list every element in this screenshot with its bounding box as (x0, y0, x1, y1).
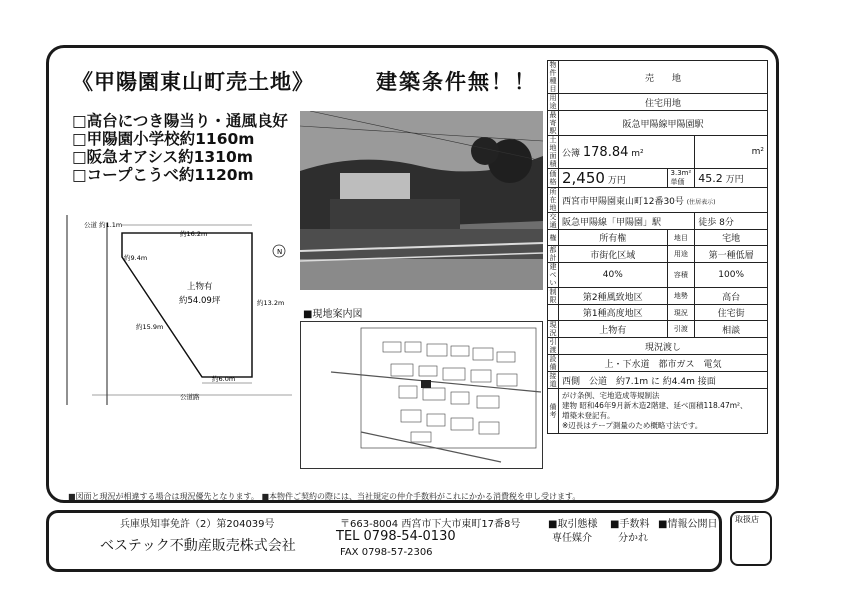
property-table: 物件種目 売 地 用途 住宅用地 最寄駅 阪急甲陽線甲陽園駅 土地面積 公簿 178.84 m² m² 価格 2,450 万円 3.3m²単価 45.2 万円 所在地 西宮市甲陽園東山町12番30号 (住居表示) 交通 阪急甲陽線「甲陽園」駅 徒歩 8分 権 所有権 地目 宅地 都計 市街化区域 用途 第一種低層 建ぺい 40% 容積 100% 制限 第2種風致地区 地勢 高台 第1種高度地区 現況 住宅街 現況 上物有 引渡 相談 引渡 現況渡し 設備 上・下水道 都市ガス 電気 接道 西側 公道 約7.1m に 約4.4m 接面 備考 がけ条例、宅地造成等規制法 建物 昭和46年9月新木造2階建、延べ面積118.47m²、 増築未登記有。 ※辺長はテープ測量のため概略寸法です。 (547, 60, 768, 434)
plan-side-right: 約13.2m (257, 299, 285, 307)
publish-date-label: ■情報公開日 (658, 519, 718, 530)
delivery-value: 現況渡し (559, 338, 768, 355)
area-value: 178.84 (582, 144, 629, 160)
address-value: 西宮市甲陽園東山町12番30号 (562, 196, 684, 207)
price-value: 2,450 (562, 169, 605, 187)
svg-text:N: N (277, 248, 283, 256)
restriction-1: 第2種風致地区 (559, 288, 668, 305)
remark-line: 増築未登記有。 (562, 411, 615, 420)
tsubo-value: 45.2 (698, 171, 723, 185)
map-target-marker (421, 380, 431, 388)
license-number: 兵庫県知事免許（2）第204039号 (120, 519, 275, 530)
tsubo-note: 3.3m²単価 (667, 169, 695, 188)
zone-value: 第一種低層 (695, 246, 768, 263)
access-line: 阪急甲陽線「甲陽園」駅 (559, 213, 695, 230)
feature-item: □甲陽園小学校約1160m (72, 130, 255, 148)
feature-list (72, 112, 288, 184)
stamp-label: 取扱店 (735, 515, 759, 524)
footnote: ■図面と現況が相違する場合は現況優先となります。 ■本物件ご契約の際には、当社規定の仲介手数料がこれにかかる消費税を申し受けます。 (68, 492, 581, 501)
photo-scene (300, 111, 543, 290)
terrain-value: 高台 (695, 288, 768, 305)
feature-item: □阪急オアシス約1310m (72, 148, 253, 166)
use-value: 住宅用地 (559, 94, 768, 111)
remark-line: がけ条例、宅地造成等規制法 (562, 391, 660, 400)
area-prefix: 公簿 (562, 148, 581, 159)
remark-line: ※辺長はテープ測量のため概略寸法です。 (562, 421, 703, 430)
restriction-2: 第1種高度地区 (559, 305, 668, 321)
area-right-unit: m² (695, 136, 768, 169)
plan-building-area: 約54.09坪 (179, 296, 221, 306)
utility-item: 都市ガス (658, 359, 695, 370)
type-label: 売 (644, 73, 654, 84)
plan-side-diag: 約15.9m (136, 323, 164, 331)
status-value: 上物有 (559, 321, 668, 338)
type-value: 地 (672, 73, 682, 84)
address-note: (住居表示) (686, 198, 716, 206)
price-unit: 万円 (607, 176, 626, 186)
land-type-value: 宅地 (695, 230, 768, 246)
company-tel: TEL 0798-54-0130 (336, 529, 456, 544)
rights-value: 所有権 (559, 230, 668, 246)
city-plan-value: 市街化区域 (559, 246, 668, 263)
company-address: 〒663-8004 西宮市下大市東町17番8号 (340, 519, 521, 530)
plan-building: 上物有 (187, 282, 213, 292)
plan-side-top: 約16.2m (180, 230, 208, 238)
map-drawing (301, 322, 543, 469)
page-subtitle: 建築条件無！！ (376, 70, 537, 94)
access-walk: 徒歩 8分 (695, 213, 768, 230)
deal-type-value: 専任媒介 (552, 533, 592, 544)
company-fax: FAX 0798-57-2306 (340, 547, 433, 558)
utility-item: 上・下水道 (604, 359, 650, 370)
company-name: ベステック不動産販売株式会社 (100, 538, 296, 554)
deal-type-label: ■取引態様 (548, 519, 598, 530)
location-map (300, 321, 543, 469)
feature-item: □高台につき陽当り・通風良好 (72, 112, 288, 130)
lot-plan (62, 205, 292, 405)
utility-item: 電気 (703, 359, 722, 370)
plan-side-bottom: 約6.0m (212, 375, 236, 383)
property-photo (300, 111, 543, 290)
fee-label: ■手数料 (610, 519, 650, 530)
current-use-value: 住宅街 (695, 305, 768, 321)
page-title: 《甲陽園東山町売土地》 (72, 70, 314, 94)
road-value: 西側 公道 約7.1m に 約4.4m 接面 (559, 372, 768, 389)
tsubo-unit: 万円 (725, 174, 744, 185)
plan-road-bottom: 公道路 (180, 393, 200, 401)
coverage-value: 40% (559, 263, 668, 288)
plan-road-top: 公道 約1.1m (84, 221, 123, 229)
remark-line: 建物 昭和46年9月新木造2階建、延べ面積118.47m²、 (562, 401, 748, 410)
plan-side-left: 約9.4m (124, 254, 148, 262)
map-label: ■現地案内図 (303, 309, 363, 320)
far-value: 100% (695, 263, 768, 288)
station-value: 阪急甲陽線甲陽園駅 (559, 111, 768, 136)
feature-item: □コープこうべ約1120m (72, 166, 254, 184)
status-2-value: 相談 (695, 321, 768, 338)
fee-value: 分かれ (618, 533, 648, 544)
area-unit: m² (631, 148, 644, 159)
